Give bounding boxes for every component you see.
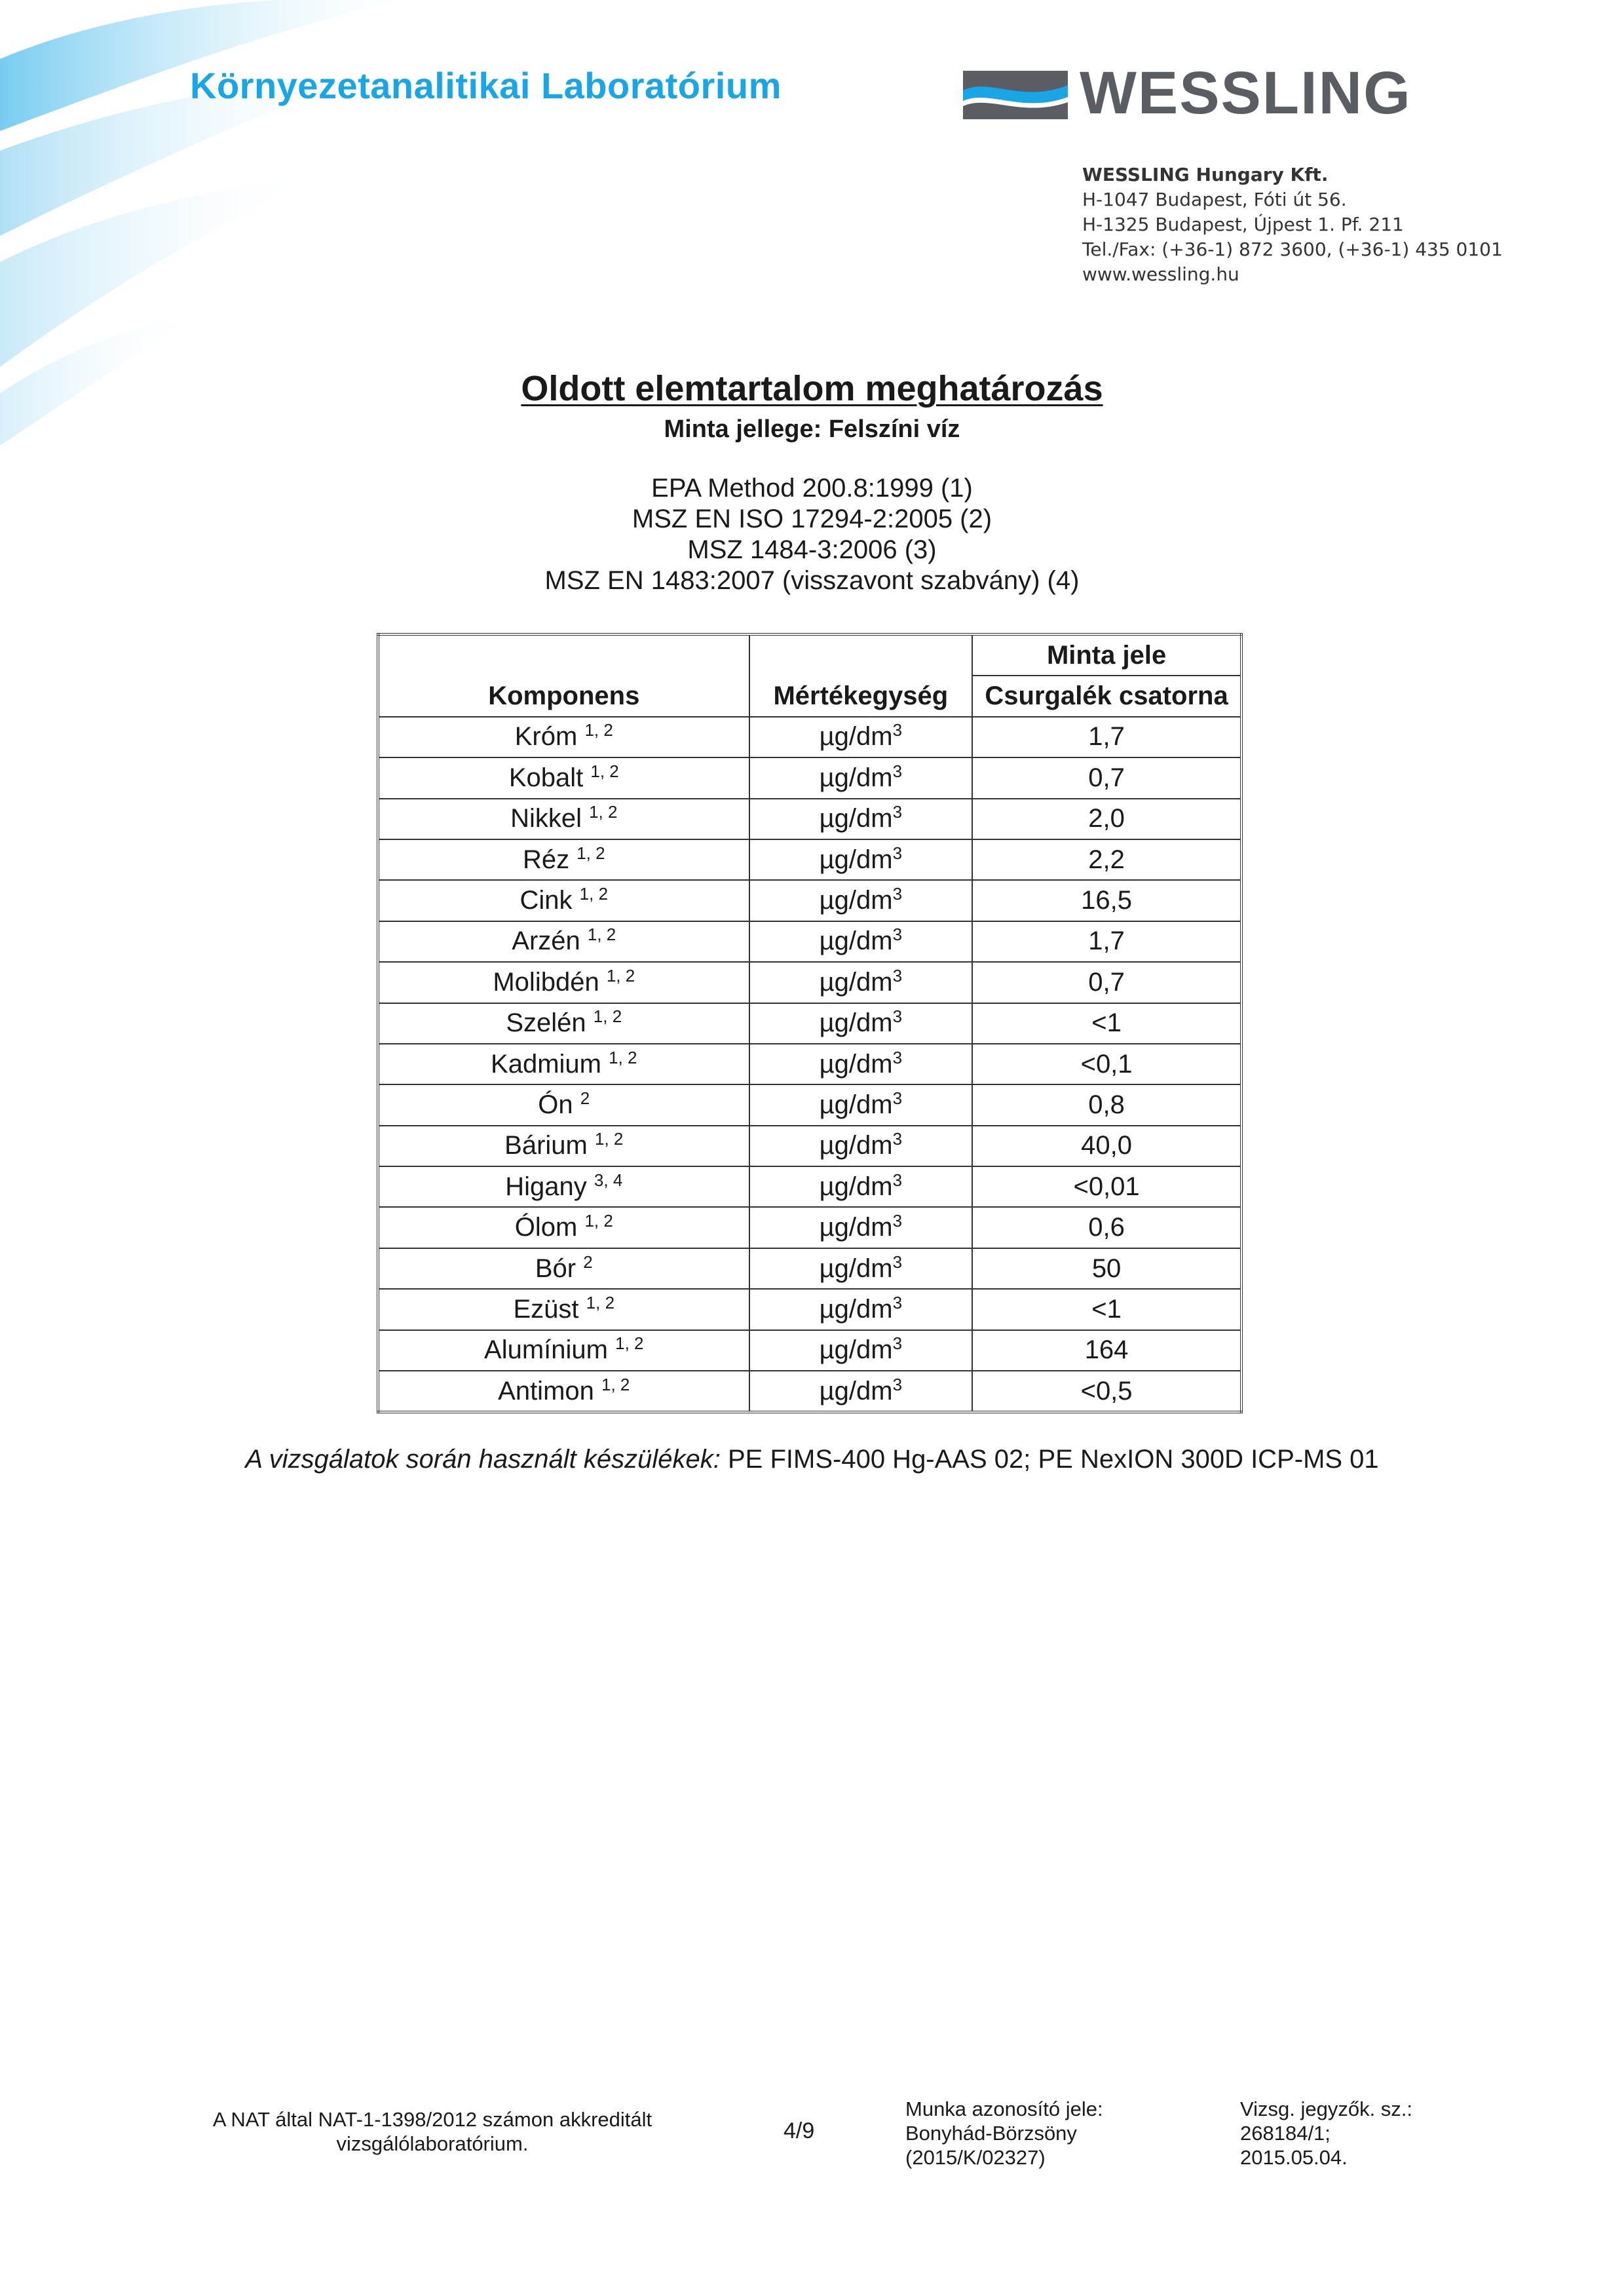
group-header-sample: Minta jele xyxy=(972,634,1241,676)
value-cell: 40,0 xyxy=(972,1126,1241,1166)
method-refs: 1, 2 xyxy=(589,802,618,822)
component-cell xyxy=(378,880,749,921)
method-refs: 1, 2 xyxy=(601,1374,630,1394)
document-title: Oldott elemtartalom meghatározás xyxy=(521,369,1103,408)
work-id-code: (2015/K/02327) xyxy=(905,2146,1046,2169)
component-cell xyxy=(378,1126,749,1166)
component-name: Ón xyxy=(538,1090,573,1119)
unit-cell xyxy=(749,1003,973,1044)
address-line: H-1047 Budapest, Fóti út 56. xyxy=(1082,189,1347,210)
lab-title: Környezetanalitikai Laboratórium xyxy=(190,65,782,106)
table-row xyxy=(378,799,1241,839)
work-id-value: Bonyhád-Börzsöny xyxy=(905,2122,1077,2145)
unit-exponent: 3 xyxy=(892,1333,903,1354)
table-row xyxy=(378,1126,1241,1166)
table-body xyxy=(378,717,1241,1413)
component-cell xyxy=(378,1166,749,1207)
component-name: Kobalt xyxy=(508,763,584,792)
unit-cell xyxy=(749,1371,973,1412)
method-refs: 1, 2 xyxy=(586,1292,615,1312)
component-name: Cink xyxy=(519,886,573,915)
method-refs: 1, 2 xyxy=(590,761,619,781)
table-row xyxy=(378,1044,1241,1084)
table-row xyxy=(378,1330,1241,1371)
unit-cell xyxy=(749,1044,973,1084)
table-row xyxy=(378,1248,1241,1289)
method-refs: 1, 2 xyxy=(576,843,605,863)
component-cell xyxy=(378,717,749,757)
component-name: Molibdén xyxy=(493,967,599,997)
report-date: 2015.05.04. xyxy=(1240,2146,1348,2169)
report-number: 268184/1; xyxy=(1240,2122,1331,2145)
value-cell: 2,0 xyxy=(972,799,1241,839)
component-cell xyxy=(378,1207,749,1248)
component-cell xyxy=(378,1330,749,1371)
unit-cell xyxy=(749,799,973,839)
page-number: 4/9 xyxy=(784,2118,815,2143)
wessling-logo xyxy=(963,59,1435,124)
unit: µg/dm xyxy=(819,1294,893,1324)
value-cell: 0,7 xyxy=(972,962,1241,1003)
instruments-note xyxy=(0,1445,1624,1474)
unit-exponent: 3 xyxy=(892,884,903,904)
instruments-value: PE FIMS-400 Hg-AAS 02; PE NexION 300D ICP-MS 01 xyxy=(727,1445,1379,1474)
method-refs: 1, 2 xyxy=(615,1333,644,1354)
unit-exponent: 3 xyxy=(892,720,903,740)
method-item: MSZ EN 1483:2007 (visszavont szabvány) (4) xyxy=(544,566,1080,595)
document-subtitle: Minta jellege: Felszíni víz xyxy=(664,415,960,443)
method-refs: 1, 2 xyxy=(609,1047,637,1067)
method-refs: 3, 4 xyxy=(594,1170,623,1190)
component-cell xyxy=(378,1289,749,1330)
value-cell: <1 xyxy=(972,1003,1241,1044)
method-refs: 1, 2 xyxy=(593,1006,622,1027)
unit-exponent: 3 xyxy=(892,925,903,945)
table-row xyxy=(378,757,1241,798)
component-name: Alumínium xyxy=(484,1335,608,1365)
unit-exponent: 3 xyxy=(892,1088,903,1108)
component-name: Nikkel xyxy=(510,804,582,833)
component-cell xyxy=(378,921,749,962)
instruments-label: A vizsgálatok során használt készülékek: xyxy=(245,1445,721,1474)
unit-exponent: 3 xyxy=(892,761,903,781)
unit-exponent: 3 xyxy=(892,1170,903,1190)
component-name: Króm xyxy=(514,722,578,752)
unit: µg/dm xyxy=(819,967,893,997)
results-table xyxy=(377,633,1243,1413)
table-row xyxy=(378,1289,1241,1330)
component-name: Ezüst xyxy=(513,1294,579,1324)
company-address-block xyxy=(1082,163,1503,287)
accreditation-line: vizsgálólaboratórium. xyxy=(336,2132,529,2155)
value-cell: <1 xyxy=(972,1289,1241,1330)
unit-cell xyxy=(749,1330,973,1371)
unit-cell xyxy=(749,717,973,757)
unit: µg/dm xyxy=(819,1131,893,1160)
unit-exponent: 3 xyxy=(892,1047,903,1067)
footer-accreditation xyxy=(197,2107,668,2156)
value-cell: <0,1 xyxy=(972,1044,1241,1084)
method-refs: 1, 2 xyxy=(584,1211,613,1231)
unit: µg/dm xyxy=(819,1172,893,1201)
value-cell: 1,7 xyxy=(972,717,1241,757)
value-cell: 0,7 xyxy=(972,757,1241,798)
company-name: WESSLING Hungary Kft. xyxy=(1082,164,1329,185)
value-cell: 0,6 xyxy=(972,1207,1241,1248)
unit: µg/dm xyxy=(819,804,893,833)
unit: µg/dm xyxy=(819,886,893,915)
component-cell xyxy=(378,1044,749,1084)
unit-exponent: 3 xyxy=(892,1292,903,1312)
component-name: Bór xyxy=(535,1253,576,1283)
unit: µg/dm xyxy=(819,1213,893,1242)
column-header-component: Komponens xyxy=(378,676,749,716)
unit-cell xyxy=(749,757,973,798)
component-cell xyxy=(378,799,749,839)
method-list xyxy=(0,473,1624,596)
accreditation-line: A NAT által NAT-1-1398/2012 számon akkreditált xyxy=(212,2108,652,2131)
work-id-label: Munka azonosító jele: xyxy=(905,2097,1103,2120)
table-row xyxy=(378,921,1241,962)
method-item: MSZ 1484-3:2006 (3) xyxy=(687,535,937,564)
component-cell xyxy=(378,1248,749,1289)
component-name: Higany xyxy=(505,1172,587,1201)
report-label: Vizsg. jegyzők. sz.: xyxy=(1240,2097,1413,2120)
component-name: Kadmium xyxy=(491,1049,601,1079)
method-refs: 1, 2 xyxy=(584,720,613,740)
footer-report-number xyxy=(1240,2097,1412,2170)
component-cell xyxy=(378,757,749,798)
table-row xyxy=(378,1207,1241,1248)
unit-cell xyxy=(749,1289,973,1330)
wessling-wave-icon xyxy=(963,71,1068,119)
unit-cell xyxy=(749,1126,973,1166)
table-row xyxy=(378,1166,1241,1207)
unit: µg/dm xyxy=(819,1253,893,1283)
unit-exponent: 3 xyxy=(892,1374,903,1394)
component-cell xyxy=(378,962,749,1003)
logo-wordmark: WESSLING xyxy=(1080,60,1412,126)
table-row xyxy=(378,880,1241,921)
unit: µg/dm xyxy=(819,1090,893,1119)
unit-exponent: 3 xyxy=(892,965,903,985)
contact-line: Tel./Fax: (+36-1) 872 3600, (+36-1) 435 0101 xyxy=(1082,239,1503,260)
value-cell: 16,5 xyxy=(972,880,1241,921)
unit-cell xyxy=(749,1166,973,1207)
unit: µg/dm xyxy=(819,927,893,956)
table-row xyxy=(378,962,1241,1003)
unit-cell xyxy=(749,962,973,1003)
footer-work-id xyxy=(905,2097,1103,2170)
method-refs: 1, 2 xyxy=(606,965,635,985)
unit-cell xyxy=(749,1207,973,1248)
method-refs: 1, 2 xyxy=(595,1129,624,1149)
unit: µg/dm xyxy=(819,763,893,792)
unit-cell xyxy=(749,839,973,880)
value-cell: <0,5 xyxy=(972,1371,1241,1412)
component-name: Antimon xyxy=(498,1376,594,1406)
method-refs: 2 xyxy=(583,1252,593,1272)
unit: µg/dm xyxy=(819,1049,893,1079)
value-cell: 164 xyxy=(972,1330,1241,1371)
table-row xyxy=(378,1084,1241,1125)
header-spacer xyxy=(378,634,749,676)
unit: µg/dm xyxy=(819,1335,893,1365)
component-cell xyxy=(378,1084,749,1125)
header-spacer xyxy=(749,634,973,676)
table-row xyxy=(378,1371,1241,1412)
method-refs: 2 xyxy=(580,1088,590,1108)
value-cell: 50 xyxy=(972,1248,1241,1289)
unit: µg/dm xyxy=(819,1376,893,1406)
method-refs: 1, 2 xyxy=(579,884,609,904)
method-item: MSZ EN ISO 17294-2:2005 (2) xyxy=(632,505,992,533)
method-item: EPA Method 200.8:1999 (1) xyxy=(651,474,973,503)
website-line: www.wessling.hu xyxy=(1082,263,1239,285)
unit-exponent: 3 xyxy=(892,802,903,822)
component-name: Réz xyxy=(522,845,570,874)
table-row xyxy=(378,717,1241,757)
unit: µg/dm xyxy=(819,1008,893,1038)
unit-exponent: 3 xyxy=(892,1211,903,1231)
unit-cell xyxy=(749,880,973,921)
component-name: Bárium xyxy=(504,1131,588,1160)
unit-cell xyxy=(749,1084,973,1125)
table-row xyxy=(378,1003,1241,1044)
method-refs: 1, 2 xyxy=(587,925,616,945)
component-name: Arzén xyxy=(512,927,580,956)
component-name: Szelén xyxy=(506,1008,586,1038)
unit: µg/dm xyxy=(819,845,893,874)
unit-exponent: 3 xyxy=(892,1252,903,1272)
address-line: H-1325 Budapest, Újpest 1. Pf. 211 xyxy=(1082,214,1404,235)
component-cell xyxy=(378,839,749,880)
value-cell: 0,8 xyxy=(972,1084,1241,1125)
unit-exponent: 3 xyxy=(892,1129,903,1149)
table-row xyxy=(378,839,1241,880)
unit-cell xyxy=(749,1248,973,1289)
unit-cell xyxy=(749,921,973,962)
column-header-sample: Csurgalék csatorna xyxy=(972,676,1241,716)
value-cell: 1,7 xyxy=(972,921,1241,962)
component-cell xyxy=(378,1003,749,1044)
unit-exponent: 3 xyxy=(892,1006,903,1027)
unit-exponent: 3 xyxy=(892,843,903,863)
component-cell xyxy=(378,1371,749,1412)
unit: µg/dm xyxy=(819,722,893,752)
value-cell: 2,2 xyxy=(972,839,1241,880)
component-name: Ólom xyxy=(514,1213,578,1242)
column-header-unit: Mértékegység xyxy=(749,676,973,716)
value-cell: <0,01 xyxy=(972,1166,1241,1207)
